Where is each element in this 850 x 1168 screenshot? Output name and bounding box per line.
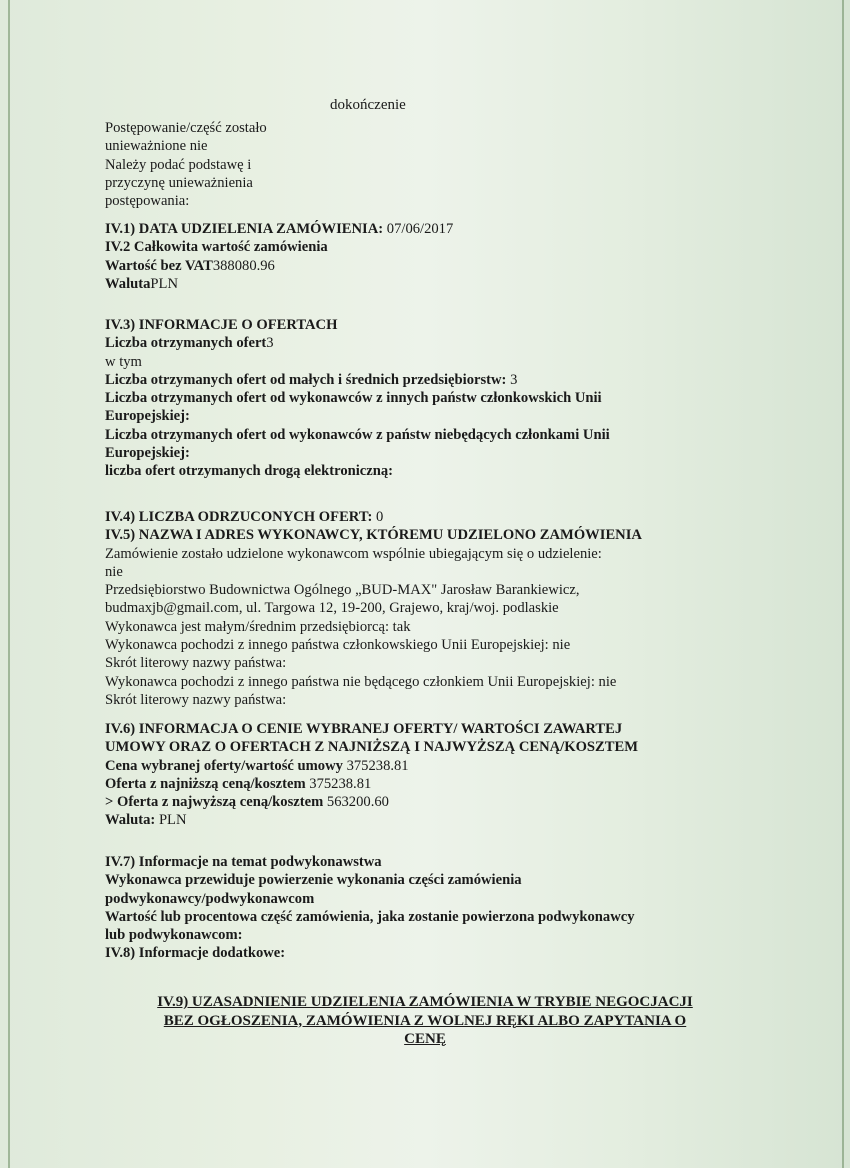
section-iv5-title: IV.5) NAZWA I ADRES WYKONAWCY, KTÓREMU UDZIELONO ZAMÓWIENIA xyxy=(105,527,642,544)
including-label: w tym xyxy=(105,353,142,370)
contractor-line: Wykonawca pochodzi z innego państwa nie będącego członkiem Unii Europejskiej: nie xyxy=(105,673,617,690)
offers-received: Liczba otrzymanych ofert3 xyxy=(105,335,274,352)
subcontract-line: Wartość lub procentowa część zamówienia, jaka zostanie powierzona podwykonawcy xyxy=(105,908,635,925)
subcontract-line: lub podwykonawcom: xyxy=(105,927,243,944)
offers-sme: Liczba otrzymanych ofert od małych i średnich przedsiębiorstw: 3 xyxy=(105,371,518,388)
section-iv4: IV.4) LICZBA ODRZUCONYCH OFERT: 0 xyxy=(105,509,384,525)
contractor-line: nie xyxy=(105,563,123,580)
cancel-line: Należy podać podstawę i xyxy=(105,156,252,173)
cancel-line: przyczynę unieważnienia xyxy=(105,174,253,191)
section-iv9-line: BEZ OGŁOSZENIA, ZAMÓWIENIA Z WOLNEJ RĘKI ALBO ZAPYTANIA O xyxy=(163,1012,687,1029)
section-title: IV.6) INFORMACJA O CENIE WYBRANEJ OFERTY/ WARTOŚCI ZAWARTEJ xyxy=(105,721,623,737)
section-iv4-iv5 xyxy=(105,508,642,709)
offers-noneu-cont: Europejskiej: xyxy=(105,445,190,462)
selected-offer-price: Cena wybranej oferty/wartość umowy 375238.81 xyxy=(105,757,409,774)
section-iv7-title: IV.7) Informacje na temat podwykonawstwa xyxy=(105,854,382,870)
section-iv9-line: IV.9) UZASADNIENIE UDZIELENIA ZAMÓWIENIA W TRYBIE NEGOCJACJI xyxy=(157,994,693,1010)
subcontract-line: Wykonawca przewiduje powierzenie wykonania części zamówienia xyxy=(105,872,522,889)
section-title-cont: UMOWY ORAZ O OFERTACH Z NAJNIŻSZĄ I NAJWYŻSZĄ CENĄ/KOSZTEM xyxy=(105,739,639,756)
award-date: 07/06/2017 xyxy=(386,221,454,237)
lowest-offer: Oferta z najniższą ceną/kosztem 375238.81 xyxy=(105,775,372,792)
scan-edge-left xyxy=(8,0,10,1168)
contractor-line: Wykonawca pochodzi z innego państwa członkowskiego Unii Europejskiej: nie xyxy=(105,637,571,654)
section-iv9-line: CENĘ xyxy=(404,1031,446,1047)
currency-iv6: Waluta: PLN xyxy=(105,812,187,829)
highest-offer: > Oferta z najwyższą ceną/kosztem 563200.60 xyxy=(105,794,389,811)
subcontract-line: podwykonawcy/podwykonawcom xyxy=(105,890,315,907)
section-title: IV.3) INFORMACJE O OFERTACH xyxy=(105,317,338,333)
contractor-line: Przedsiębiorstwo Budownictwa Ogólnego „BUD-MAX" Jarosław Barankiewicz, xyxy=(105,582,580,599)
contractor-line: budmaxjb@gmail.com, ul. Targowa 12, 19-200, Grajewo, kraj/woj. podlaskie xyxy=(105,600,559,617)
offers-eu: Liczba otrzymanych ofert od wykonawców z innych państw członkowskich Unii xyxy=(105,390,602,407)
section-iv1-iv2 xyxy=(105,220,453,293)
offers-eu-cont: Europejskiej: xyxy=(105,408,190,425)
contractor-line: Wykonawca jest małym/średnim przedsiębiorcą: tak xyxy=(105,618,411,635)
continuation-header: dokończenie xyxy=(330,97,406,113)
value-without-vat: Wartość bez VAT388080.96 xyxy=(105,257,275,274)
contractor-line: Skrót literowy nazwy państwa: xyxy=(105,655,287,672)
section-iv8-title: IV.8) Informacje dodatkowe: xyxy=(105,945,286,962)
section-iv3 xyxy=(105,316,610,481)
section-iv1 xyxy=(105,220,453,238)
offers-electronic: liczba ofert otrzymanych drogą elektroniczną: xyxy=(105,463,394,480)
section-iv2-title: IV.2 Całkowita wartość zamówienia xyxy=(105,239,328,256)
cancel-line: postępowania: xyxy=(105,193,190,210)
scan-edge-right xyxy=(842,0,844,1168)
section-iv6 xyxy=(105,720,638,830)
section-title: IV.1) DATA UDZIELENIA ZAMÓWIENIA: xyxy=(105,221,384,237)
section-iv7-iv8 xyxy=(105,853,635,963)
offers-noneu: Liczba otrzymanych ofert od wykonawców z państw niebędących członkami Unii xyxy=(105,426,610,443)
cancel-line: unieważnione nie xyxy=(105,138,208,155)
cancel-line: Postępowanie/część zostało xyxy=(105,120,267,136)
contractor-line: Skrót literowy nazwy państwa: xyxy=(105,691,287,708)
section-iv9-title xyxy=(105,993,745,1049)
currency: WalutaPLN xyxy=(105,275,178,292)
contractor-line: Zamówienie zostało udzielone wykonawcom wspólnie ubiegającym się o udzielenie: xyxy=(105,545,602,562)
cancellation-block xyxy=(105,119,267,210)
